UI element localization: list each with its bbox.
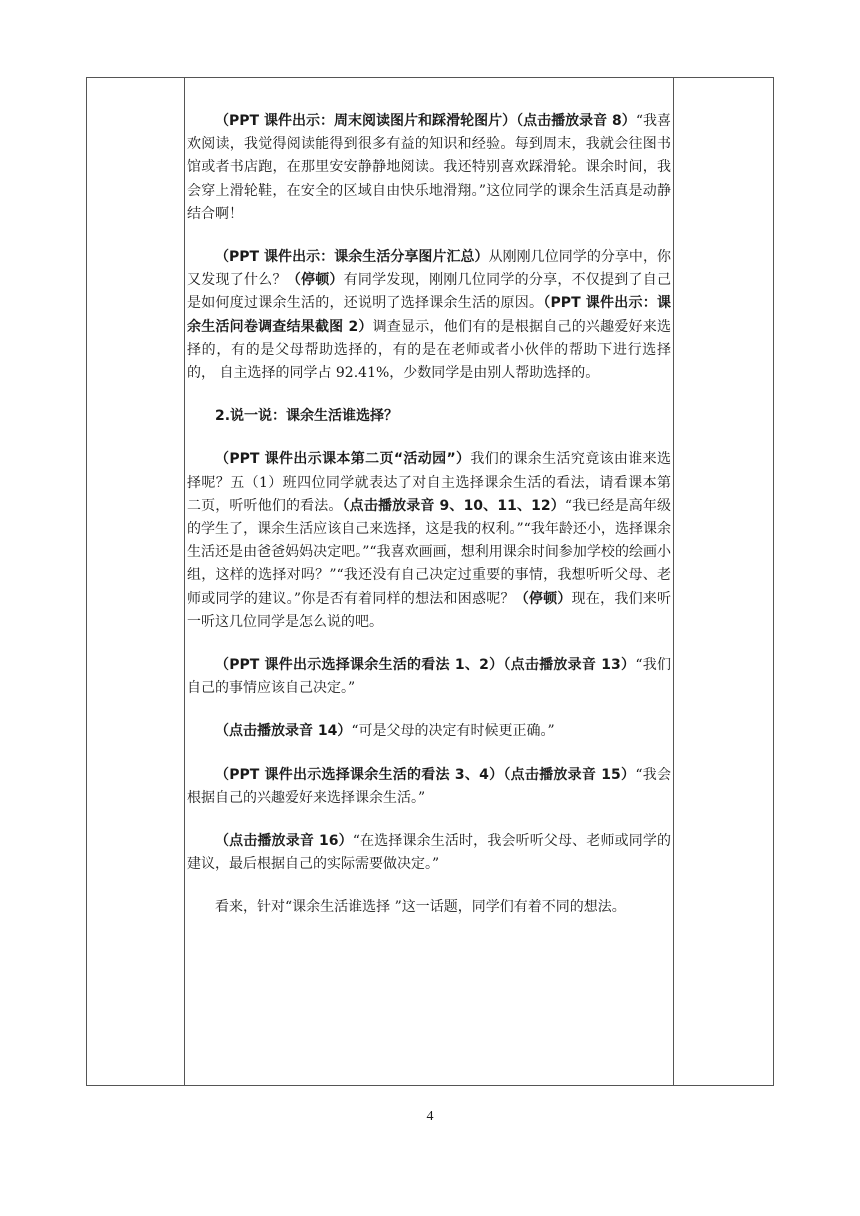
paragraph (187, 246, 671, 385)
paragraph (187, 654, 671, 700)
paragraph (187, 448, 671, 634)
section-heading (187, 405, 671, 428)
instruction-text: （PPT 课件出示：周末阅读图片和踩滑轮图片）（点击播放录音 8） (215, 113, 636, 129)
body-text: “我会根据自己的兴趣爱好来选择课余生活。” (187, 766, 671, 806)
instruction-text: （PPT 课件出示：课余生活分享图片汇总） (215, 249, 489, 266)
paragraph (187, 720, 671, 743)
page-number: 4 (426, 1109, 434, 1124)
lesson-content (187, 110, 671, 920)
heading-text: 2.说一说：课余生活谁选择？ (215, 408, 399, 425)
body-text: 我们的课余生活究竟该由谁来选择呢？五（1）班四位同学就表达了对自主选择课余生活的看法，请看课本第二页，听听他们的看法。 (187, 451, 672, 514)
instruction-text: （停顿） (514, 590, 572, 607)
instruction-text: （PPT 课件出示选择课余生活的看法 3、4）（点击播放录音 15） (215, 766, 636, 783)
paragraph (187, 110, 671, 226)
instruction-text: （点击播放录音 9、10、11、12） (342, 497, 565, 514)
instruction-text: （点击播放录音 14） (215, 723, 352, 740)
instruction-text: （PPT 课件出示课本第二页“活动园”） (215, 451, 471, 468)
paragraph (187, 830, 671, 876)
instruction-text: （PPT 课件出示选择课余生活的看法 1、2）（点击播放录音 13） (215, 657, 636, 674)
body-text: 调查显示，他们有的是根据自己的兴趣爱好来选择的，有的是父母帮助选择的，有的是在老师或者小伙伴的帮助下进行选择的， 自主选择的同学占 92.41%，少数同学是由别人帮助选择的。 (187, 318, 671, 382)
instruction-text: （PPT 课件出示：课余生活问卷调查结果截图 2） (187, 295, 672, 335)
body-text: “我们自己的事情应该自己决定。” (187, 657, 671, 697)
column-divider-right (673, 78, 674, 1085)
body-text: 看来，针对“课余生活谁选择 ”这一话题，同学们有着不同的想法。 (215, 899, 626, 916)
column-divider-left (184, 78, 185, 1085)
instruction-text: （停顿） (286, 272, 344, 289)
paragraph (187, 764, 671, 810)
body-text: “可是父母的决定有时候更正确。” (351, 723, 555, 740)
body-text: 从刚刚几位同学的分享中，你又发现了什么？ (187, 249, 671, 289)
body-text: 现在，我们来听一听这几位同学是怎么说的吧。 (187, 590, 672, 630)
body-text: “我喜欢阅读，我觉得阅读能得到很多有益的知识和经验。每到周末，我就会往图书馆或者书店跑，在那里安安静静地阅读。我还特别喜欢踩滑轮。课余时间，我会穿上滑轮鞋，在安全的区域自由快乐地滑翔。”这位同学的课余生活真是动静结合啊！ (187, 113, 671, 222)
body-text: “我已经是高年级的学生了，课余生活应该自己来选择，这是我的权利。”“我年龄还小，选择课余生活还是由爸爸妈妈决定吧。”“我喜欢画画，想利用课余时间参加学校的绘画小组，这样的选择对吗？”“我还没有自己决定过重要的事情，我想听听父母、老师或同学的建议。”你是否有着同样的想法和困惑呢？ (187, 497, 671, 607)
paragraph (187, 896, 671, 919)
instruction-text: （点击播放录音 16） (215, 833, 353, 850)
body-text: 有同学发现，刚刚几位同学的分享，不仅提到了自己是如何度过课余生活的，还说明了选择课余生活的原因。 (187, 272, 672, 312)
body-text: “在选择课余生活时，我会听听父母、老师或同学的建议，最后根据自己的实际需要做决定。” (187, 833, 672, 873)
